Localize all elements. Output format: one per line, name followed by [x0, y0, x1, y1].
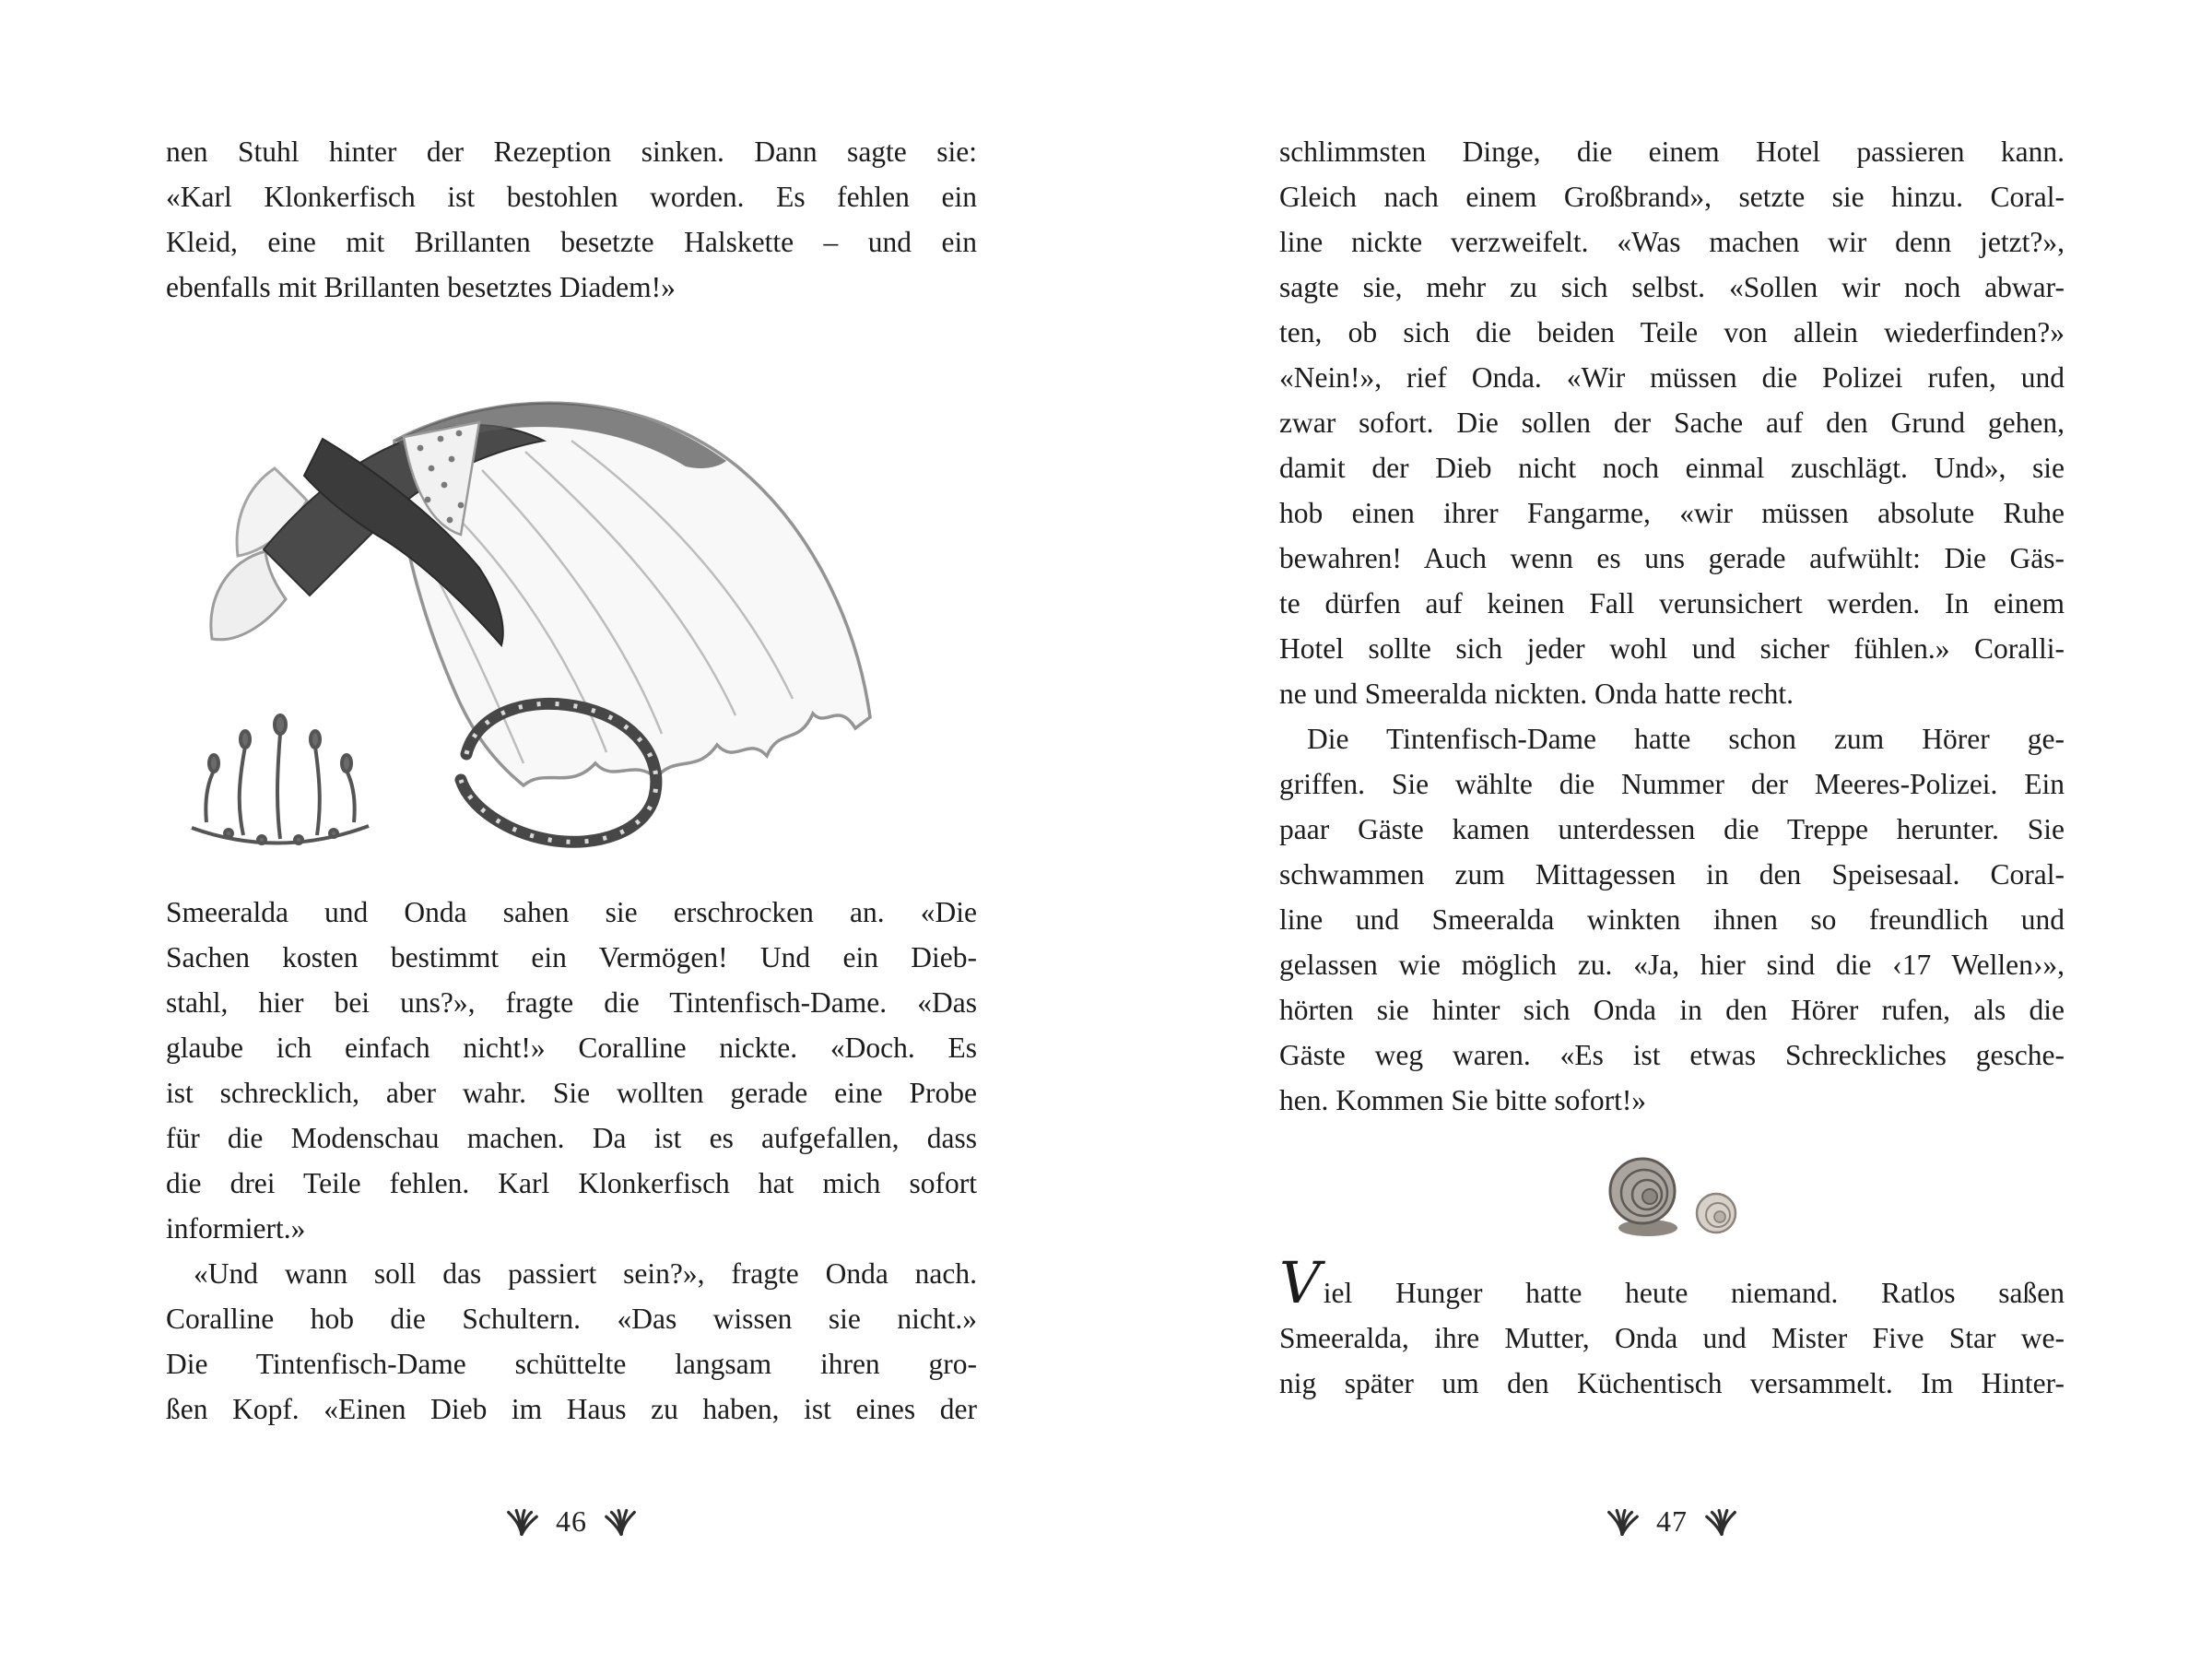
text-line: line nickte verzweifelt. «Was machen wir denn jetzt?», — [1279, 226, 2065, 258]
text-line: te dürfen auf keinen Fall verunsichert werden. In einem — [1279, 587, 2065, 619]
text-line: ebenfalls mit Brillanten besetztes Diadem!» — [166, 271, 676, 303]
paragraph — [166, 890, 977, 1251]
text-line: Smeeralda und Onda sahen sie erschrocken an. «Die — [166, 896, 977, 928]
text-line: Sachen kosten bestimmt ein Vermögen! Und ein Dieb- — [166, 941, 977, 973]
tiara-illustration — [192, 715, 369, 843]
text-line: griffen. Sie wählte die Nummer der Meeres-Polizei. Ein — [1279, 768, 2065, 800]
text-line: schwammen zum Mittagessen in den Speisesaal. Coral- — [1279, 858, 2065, 891]
text-line: ten, ob sich die beiden Teile von allein wiederfinden?» — [1279, 316, 2065, 348]
seagrass-tuft-icon — [1603, 1508, 1641, 1536]
text-line: Die Tintenfisch-Dame schüttelte langsam ihren gro- — [166, 1348, 977, 1380]
paragraph — [166, 129, 977, 310]
text-line: Kleid, eine mit Brillanten besetzte Halskette – und ein — [166, 226, 977, 258]
page-number: 47 — [1656, 1504, 1688, 1538]
snail-shells-ornament — [1578, 1147, 1766, 1243]
text-line: Gleich nach einem Großbrand», setzte sie hinzu. Coral- — [1279, 181, 2065, 213]
left-page-footer — [166, 1504, 977, 1539]
seagrass-tuft-icon — [1702, 1508, 1741, 1536]
paragraph — [166, 1251, 977, 1432]
drop-cap-initial: V — [1279, 1249, 1321, 1316]
text-line: hob einen ihrer Fangarme, «wir müssen absolute Ruhe — [1279, 497, 2065, 529]
text-line: bewahren! Auch wenn es uns gerade aufwühlt: Die Gäs- — [1279, 542, 2065, 574]
text-line: ist schrecklich, aber wahr. Sie wollten gerade eine Probe — [166, 1077, 977, 1109]
text-line: «Nein!», rief Onda. «Wir müssen die Polizei rufen, und — [1279, 361, 2065, 394]
text-line: glaube ich einfach nicht!» Coralline nickte. «Doch. Es — [166, 1032, 977, 1064]
text-line: für die Modenschau machen. Da ist es aufgefallen, dass — [166, 1122, 977, 1154]
text-line: informiert.» — [166, 1212, 306, 1244]
text-line: hörten sie hinter sich Onda in den Hörer rufen, als die — [1279, 994, 2065, 1026]
text-line: Smeeralda, ihre Mutter, Onda und Mister Five Star we- — [1279, 1322, 2065, 1354]
seagrass-tuft-icon — [602, 1508, 641, 1536]
page-number: 46 — [556, 1504, 587, 1538]
seagrass-tuft-icon — [502, 1508, 541, 1536]
text-line: schlimmsten Dinge, die einem Hotel passieren kann. — [1279, 136, 2065, 168]
text-line: paar Gäste kamen unterdessen die Treppe herunter. Sie — [1279, 813, 2065, 845]
text-line: Coralline hob die Schultern. «Das wissen sie nicht.» — [166, 1303, 977, 1335]
text-line: nig später um den Küchentisch versammelt. Im Hinter- — [1279, 1367, 2065, 1399]
left-page-text-column — [166, 129, 977, 1432]
text-line: line und Smeeralda winkten ihnen so freundlich und — [1279, 903, 2065, 936]
text-line: ne und Smeeralda nickten. Onda hatte recht. — [1279, 678, 1794, 710]
paragraph — [1279, 129, 2065, 716]
right-page-text-column — [1279, 129, 2065, 1406]
paragraph — [1279, 716, 2065, 1123]
right-page-footer — [1279, 1504, 2065, 1539]
text-line-rest: iel Hunger hatte heute niemand. Ratlos saßen — [1323, 1277, 2065, 1309]
text-line: stahl, hier bei uns?», fragte die Tintenfisch-Dame. «Das — [166, 986, 977, 1019]
text-line: Gäste weg waren. «Es ist etwas Schreckliches gesche- — [1279, 1039, 2065, 1071]
paragraph — [1279, 1249, 2065, 1406]
dress-tiara-necklace-illustration — [118, 330, 966, 853]
text-line — [1279, 1249, 2065, 1316]
text-line: sagte sie, mehr zu sich selbst. «Sollen wir noch abwar- — [1279, 271, 2065, 303]
text-line: nen Stuhl hinter der Rezeption sinken. Dann sagte sie: — [166, 136, 977, 168]
text-line: gelassen wie möglich zu. «Ja, hier sind die ‹17 Wellen›», — [1279, 949, 2065, 981]
text-line: «Und wann soll das passiert sein?», fragte Onda nach. — [194, 1257, 977, 1290]
text-line: ßen Kopf. «Einen Dieb im Haus zu haben, ist eines der — [166, 1393, 977, 1425]
text-line: die drei Teile fehlen. Karl Klonkerfisch hat mich sofort — [166, 1167, 977, 1199]
text-line: «Karl Klonkerfisch ist bestohlen worden. Es fehlen ein — [166, 181, 977, 213]
text-line: damit der Dieb nicht noch einmal zuschlägt. Und», sie — [1279, 452, 2065, 484]
text-line: zwar sofort. Die sollen der Sache auf den Grund gehen, — [1279, 407, 2065, 439]
text-line: Hotel sollte sich jeder wohl und sicher fühlen.» Coralli- — [1279, 632, 2065, 665]
text-line: Die Tintenfisch-Dame hatte schon zum Hörer ge- — [1307, 723, 2065, 755]
text-line: hen. Kommen Sie bitte sofort!» — [1279, 1084, 1647, 1116]
